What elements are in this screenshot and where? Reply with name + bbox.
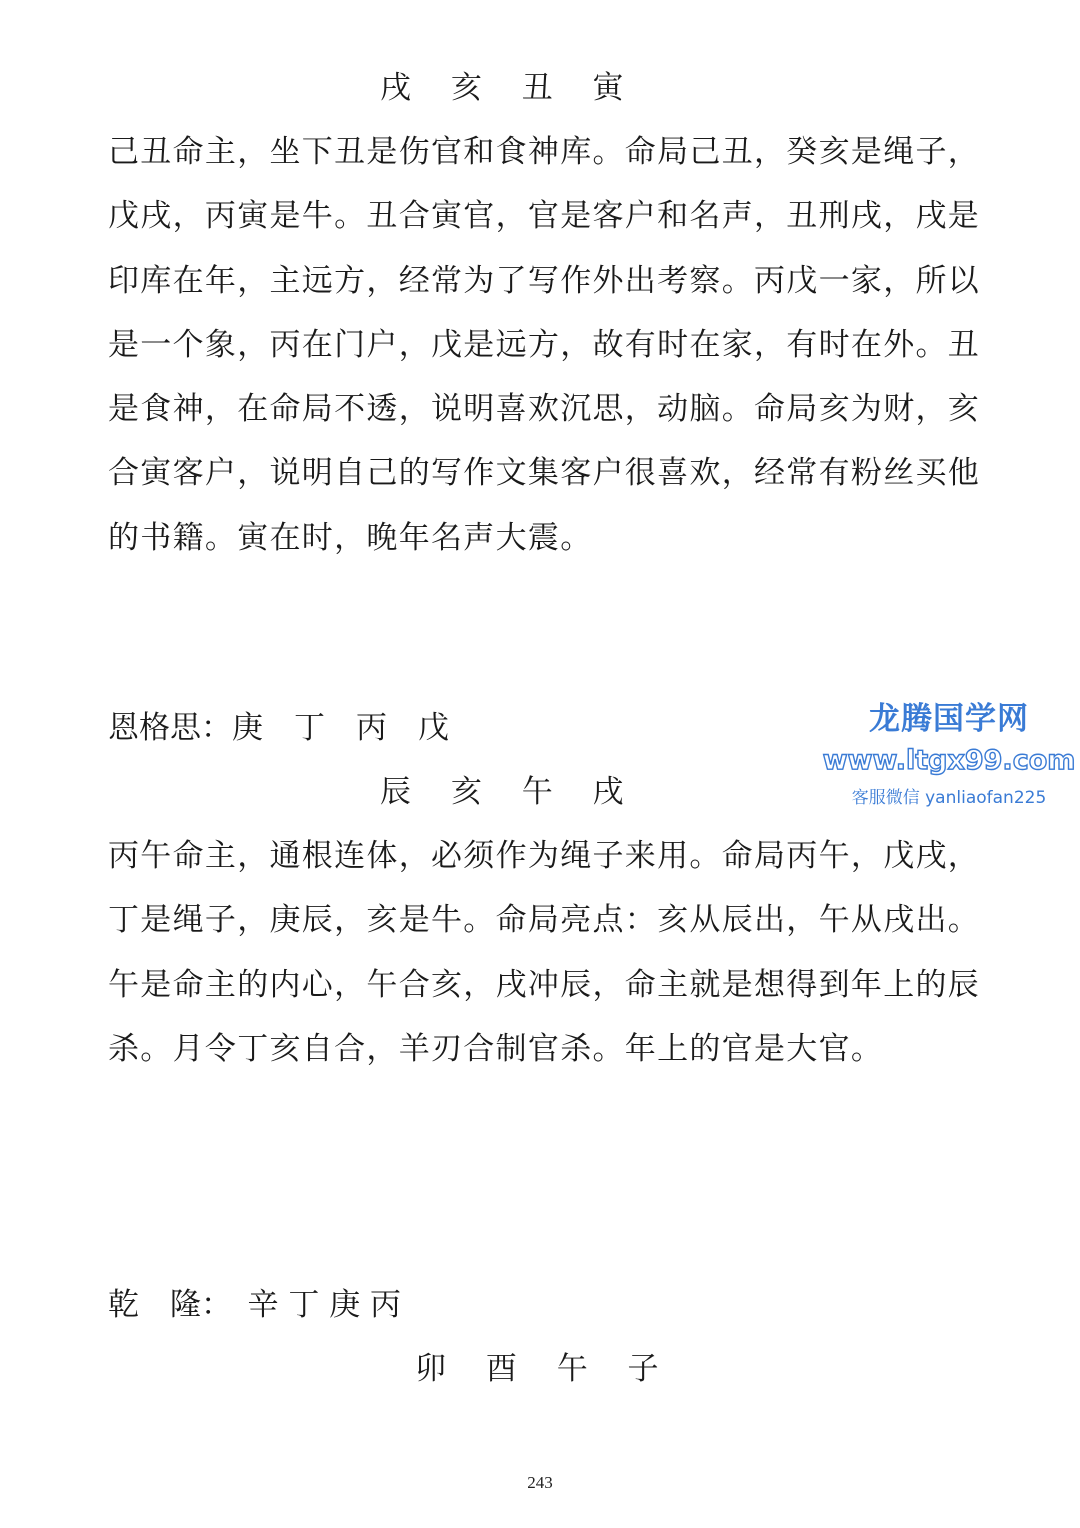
section-2-header: 恩格思：庚 丁 丙 戊 bbox=[108, 710, 449, 746]
section-3-pillars: 卯 酉 午 子 bbox=[415, 1351, 674, 1387]
section-1-body: 己丑命主，坐下丑是伤官和食神库。命局己丑，癸亥是绳子，戊戌，丙寅是牛。丑合寅官，官是客户和名声，丑刑戌，戌是印库在年，主远方，经常为了写作外出考察。丙戊一家，所以是一个象，丙在门户，戊是远方，故有时在家，有时在外。丑是食神，在命局不透，说明喜欢沉思，动脑。命局亥为财，亥合寅客户，说明自己的写作文集客户很喜欢，经常有粉丝买他的书籍。寅在时，晚年名声大震。 bbox=[108, 134, 981, 556]
section-2-body: 丙午命主，通根连体，必须作为绳子来用。命局丙午，戊戌，丁是绳子，庚辰，亥是牛。命局亮点：亥从辰出，午从戌出。午是命主的内心，午合亥，戌冲辰，命主就是想得到年上的辰杀。月令丁亥自合，羊刃合制官杀。年上的官是大官。 bbox=[108, 838, 981, 1067]
page-number: 243 bbox=[527, 1473, 553, 1492]
watermark-title: 龙腾国学网 bbox=[869, 701, 1029, 737]
watermark bbox=[818, 700, 1080, 810]
section-2-pillars: 辰 亥 午 戌 bbox=[380, 774, 639, 810]
watermark-contact: 客服微信 yanliaofan225 bbox=[851, 788, 1047, 808]
section-1-pillars: 戌 亥 丑 寅 bbox=[380, 70, 639, 106]
section-3-header: 乾 隆： 辛 丁 庚 丙 bbox=[108, 1287, 402, 1323]
watermark-url: www.ltgx99.com bbox=[822, 745, 1076, 776]
